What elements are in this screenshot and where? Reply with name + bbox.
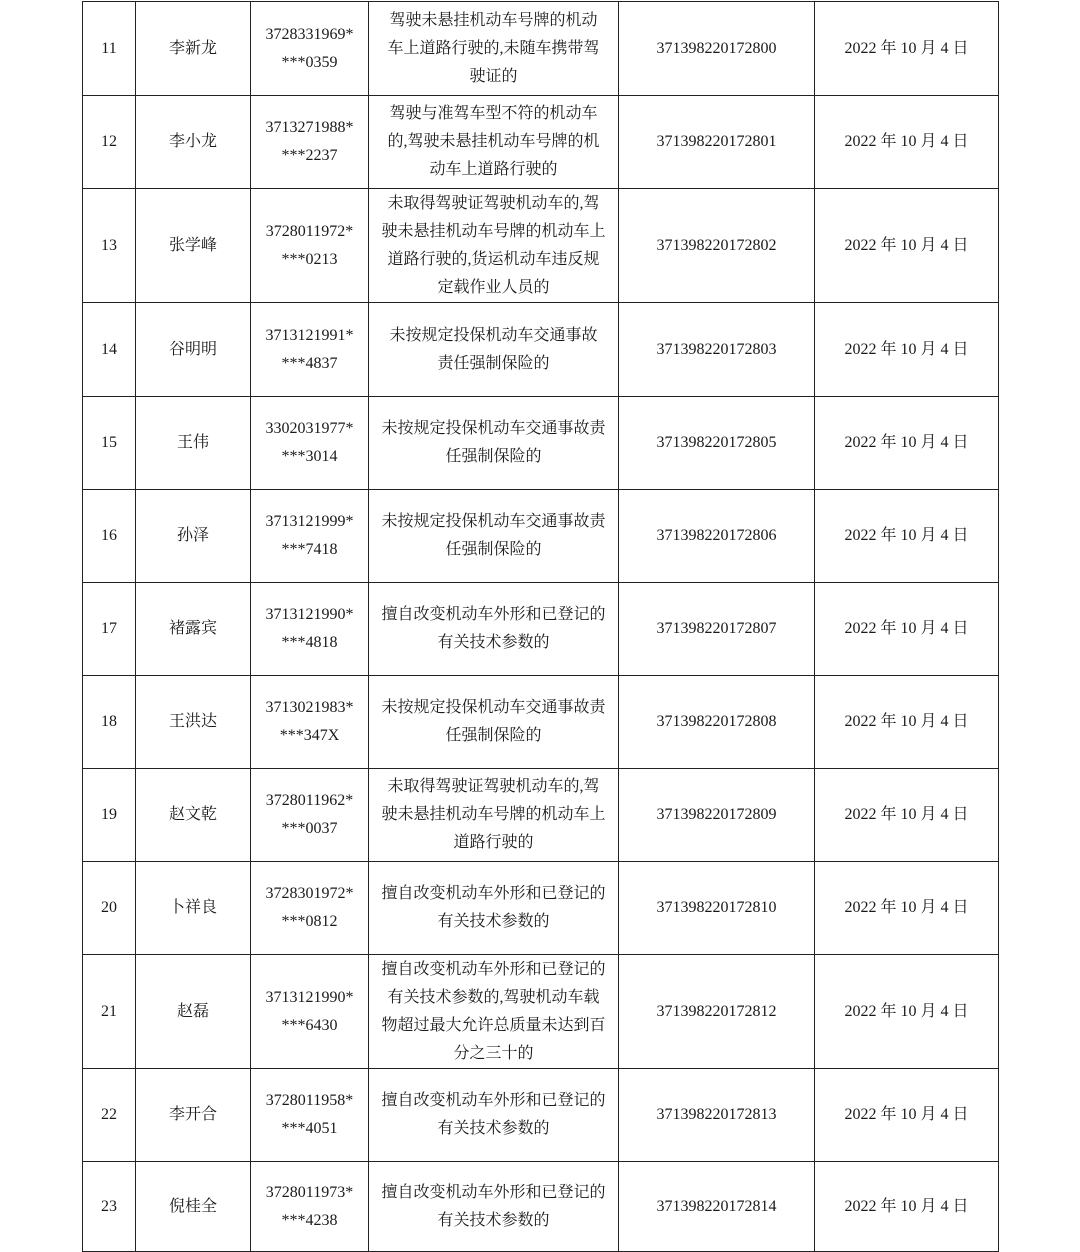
row-number: 23 xyxy=(83,1162,136,1252)
person-name: 孙泽 xyxy=(136,490,251,583)
id-number xyxy=(251,303,369,397)
id-number-part2: ***4837 xyxy=(281,354,338,372)
decision-date: 2022 年 10 月 4 日 xyxy=(815,1069,999,1162)
person-name: 倪桂全 xyxy=(136,1162,251,1252)
id-number xyxy=(251,862,369,955)
table-row xyxy=(83,397,999,490)
table-row xyxy=(83,1162,999,1252)
id-number xyxy=(251,189,369,303)
table-row xyxy=(83,96,999,189)
violation-reason xyxy=(369,2,619,96)
decision-date: 2022 年 10 月 4 日 xyxy=(815,303,999,397)
row-number: 22 xyxy=(83,1069,136,1162)
decision-date: 2022 年 10 月 4 日 xyxy=(815,1162,999,1252)
decision-date: 2022 年 10 月 4 日 xyxy=(815,769,999,862)
violation-reason-text: 擅自改变机动车外形和已登记的 有关技术参数的 xyxy=(381,1183,606,1229)
table-row xyxy=(83,303,999,397)
violation-reason xyxy=(369,676,619,769)
decision-number: 371398220172801 xyxy=(619,96,815,189)
id-number-part1: 3728011972* xyxy=(265,222,354,240)
person-name: 李小龙 xyxy=(136,96,251,189)
violation-reason-text: 未取得驾驶证驾驶机动车的,驾 驶未悬挂机动车号牌的机动车上 道路行驶的,货运机动车违反规 定载作业人员的 xyxy=(381,194,606,296)
violation-reason xyxy=(369,397,619,490)
violation-reason-text: 驾驶未悬挂机动车号牌的机动 车上道路行驶的,未随车携带驾 驶证的 xyxy=(387,11,600,85)
violation-reason-text: 擅自改变机动车外形和已登记的 有关技术参数的 xyxy=(381,1092,606,1137)
decision-number: 371398220172808 xyxy=(619,676,815,769)
table-row xyxy=(83,676,999,769)
table-row xyxy=(83,769,999,862)
decision-date: 2022 年 10 月 4 日 xyxy=(815,490,999,583)
row-number: 19 xyxy=(83,769,136,862)
decision-date: 2022 年 10 月 4 日 xyxy=(815,189,999,303)
violation-reason xyxy=(369,1162,619,1252)
row-number: 13 xyxy=(83,189,136,303)
id-number-part2: ***0812 xyxy=(281,913,338,930)
person-name: 张学峰 xyxy=(136,189,251,303)
decision-number: 371398220172814 xyxy=(619,1162,815,1252)
decision-number: 371398220172812 xyxy=(619,955,815,1069)
id-number-part1: 3713121991* xyxy=(265,326,354,344)
id-number-part1: 3713021983* xyxy=(265,699,354,716)
table-row xyxy=(83,1069,999,1162)
decision-number: 371398220172803 xyxy=(619,303,815,397)
violation-reason-text: 擅自改变机动车外形和已登记的 有关技术参数的,驾驶机动车载 物超过最大允许总质量未达到百 分之三十的 xyxy=(381,960,606,1062)
id-number-part1: 3713121990* xyxy=(265,606,354,623)
violation-reason xyxy=(369,862,619,955)
id-number-part1: 3728011962* xyxy=(265,792,354,809)
id-number xyxy=(251,2,369,96)
violation-reason xyxy=(369,1069,619,1162)
id-number xyxy=(251,676,369,769)
id-number xyxy=(251,769,369,862)
decision-number: 371398220172800 xyxy=(619,2,815,96)
row-number: 21 xyxy=(83,955,136,1069)
violation-reason xyxy=(369,96,619,189)
violation-reason-text: 擅自改变机动车外形和已登记的 有关技术参数的 xyxy=(381,885,606,930)
id-number xyxy=(251,1162,369,1252)
decision-number: 371398220172805 xyxy=(619,397,815,490)
id-number-part1: 3728011958* xyxy=(265,1092,354,1109)
person-name: 王伟 xyxy=(136,397,251,490)
decision-number: 371398220172806 xyxy=(619,490,815,583)
penalty-records-table xyxy=(82,1,999,1252)
violation-reason-text: 未按规定投保机动车交通事故责 任强制保险的 xyxy=(381,513,606,558)
id-number xyxy=(251,583,369,676)
person-name: 卜祥良 xyxy=(136,862,251,955)
violation-reason-text: 未按规定投保机动车交通事故责 任强制保险的 xyxy=(381,699,606,744)
row-number: 20 xyxy=(83,862,136,955)
person-name: 李开合 xyxy=(136,1069,251,1162)
id-number-part1: 3713121999* xyxy=(265,513,354,530)
decision-date: 2022 年 10 月 4 日 xyxy=(815,96,999,189)
violation-reason xyxy=(369,955,619,1069)
person-name: 李新龙 xyxy=(136,2,251,96)
row-number: 12 xyxy=(83,96,136,189)
id-number-part1: 3728331969* xyxy=(265,25,354,43)
id-number-part1: 3728301972* xyxy=(265,885,354,902)
id-number xyxy=(251,397,369,490)
violation-reason-text: 未取得驾驶证驾驶机动车的,驾 驶未悬挂机动车号牌的机动车上 道路行驶的 xyxy=(381,778,606,851)
decision-date: 2022 年 10 月 4 日 xyxy=(815,676,999,769)
violation-reason xyxy=(369,189,619,303)
decision-number: 371398220172810 xyxy=(619,862,815,955)
id-number-part2: ***4818 xyxy=(281,634,338,651)
table-row xyxy=(83,2,999,96)
decision-number: 371398220172802 xyxy=(619,189,815,303)
table-row xyxy=(83,189,999,303)
violation-reason xyxy=(369,583,619,676)
id-number-part2: ***0359 xyxy=(281,53,338,71)
id-number xyxy=(251,1069,369,1162)
id-number-part2: ***4238 xyxy=(281,1211,338,1229)
violation-reason xyxy=(369,490,619,583)
person-name: 褚露宾 xyxy=(136,583,251,676)
id-number xyxy=(251,96,369,189)
table-row xyxy=(83,583,999,676)
id-number-part2: ***3014 xyxy=(281,448,338,465)
id-number-part2: ***0037 xyxy=(281,820,338,837)
violation-reason xyxy=(369,303,619,397)
decision-number: 371398220172813 xyxy=(619,1069,815,1162)
violation-reason xyxy=(369,769,619,862)
id-number-part1: 3728011973* xyxy=(265,1183,354,1201)
id-number-part2: ***347X xyxy=(279,727,340,744)
row-number: 15 xyxy=(83,397,136,490)
table-row xyxy=(83,862,999,955)
decision-date: 2022 年 10 月 4 日 xyxy=(815,955,999,1069)
person-name: 谷明明 xyxy=(136,303,251,397)
row-number: 18 xyxy=(83,676,136,769)
records-table-body xyxy=(83,2,999,1252)
id-number-part2: ***2237 xyxy=(281,147,338,164)
decision-number: 371398220172809 xyxy=(619,769,815,862)
violation-reason-text: 擅自改变机动车外形和已登记的 有关技术参数的 xyxy=(381,606,606,651)
person-name: 赵文乾 xyxy=(136,769,251,862)
decision-date: 2022 年 10 月 4 日 xyxy=(815,583,999,676)
person-name: 赵磊 xyxy=(136,955,251,1069)
id-number-part2: ***4051 xyxy=(281,1120,338,1137)
id-number-part1: 3713271988* xyxy=(265,119,354,136)
person-name: 王洪达 xyxy=(136,676,251,769)
id-number-part1: 3713121990* xyxy=(265,988,354,1006)
id-number-part2: ***0213 xyxy=(281,250,338,268)
table-row xyxy=(83,490,999,583)
violation-reason-text: 未按规定投保机动车交通事故 责任强制保险的 xyxy=(389,326,598,372)
decision-date: 2022 年 10 月 4 日 xyxy=(815,862,999,955)
id-number-part2: ***6430 xyxy=(281,1016,338,1034)
row-number: 17 xyxy=(83,583,136,676)
id-number-part1: 3302031977* xyxy=(265,420,354,437)
decision-date: 2022 年 10 月 4 日 xyxy=(815,397,999,490)
id-number-part2: ***7418 xyxy=(281,541,338,558)
table-row xyxy=(83,955,999,1069)
id-number xyxy=(251,490,369,583)
decision-number: 371398220172807 xyxy=(619,583,815,676)
row-number: 14 xyxy=(83,303,136,397)
decision-date: 2022 年 10 月 4 日 xyxy=(815,2,999,96)
row-number: 11 xyxy=(83,2,136,96)
violation-reason-text: 驾驶与准驾车型不符的机动车 的,驾驶未悬挂机动车号牌的机 动车上道路行驶的 xyxy=(387,105,600,178)
violation-reason-text: 未按规定投保机动车交通事故责 任强制保险的 xyxy=(381,420,606,465)
id-number xyxy=(251,955,369,1069)
row-number: 16 xyxy=(83,490,136,583)
